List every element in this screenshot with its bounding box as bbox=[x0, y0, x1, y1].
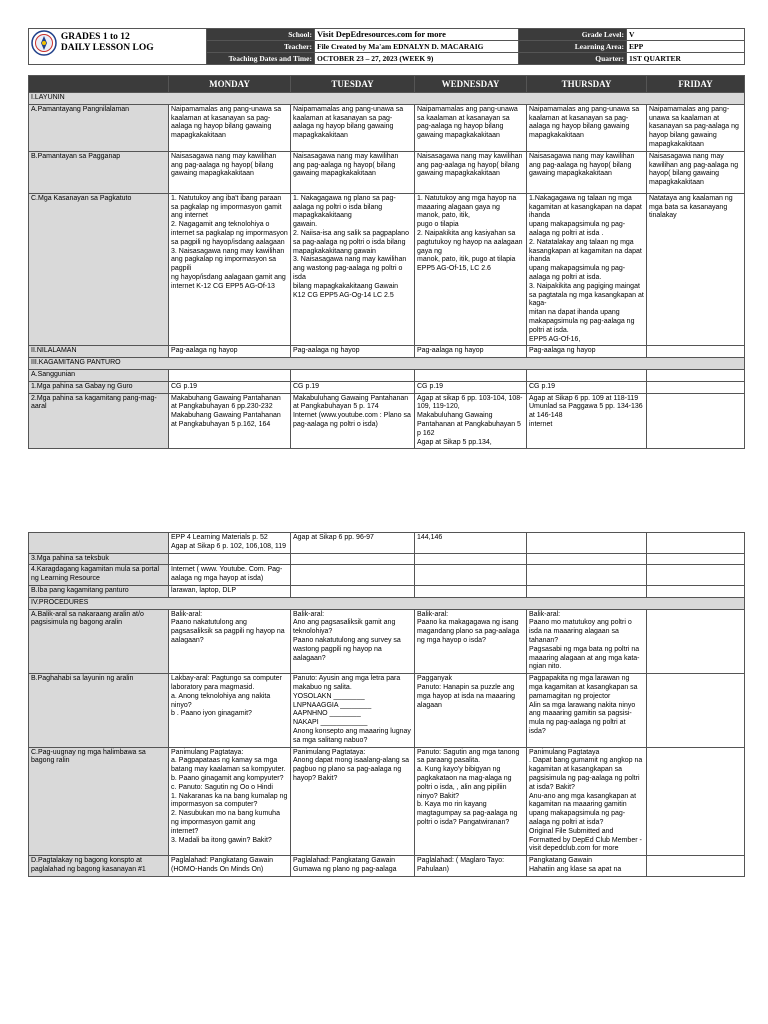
table-row: 4.Karagdagang kagamitan mula sa portal ng Learning Resource Internet ( www. Youtube. Com. Pag-aalaga ng mga hayop at isda) bbox=[29, 565, 745, 586]
area-label: Learning Area: bbox=[519, 41, 627, 53]
table-row: A.Balik-aral sa nakaraang aralin at/o pagsisimula ng bagong aralin Balik-aral: Paano nakatutulong ang pagsasaliksik sa pagpili ng hayop na aalagaan? Balik-aral: Ano ang pagsasaliksik gamit ang teknolohiya? Paano nakatutulong ang survey sa wastong pagpili ng hayop na aalagaan? Balik-aral: Paano ka makagagawa ng isang magandang plano sa pag-aalaga ng mga hayop o isda? Balik-aral: Paano mo matutukoy ang poltri o isda na maaaring alagaan sa tahanan? Pagsasabi ng mga bata ng poltri na maaaring alagaan at ang mga kata- ngian nito. bbox=[29, 609, 745, 674]
deped-seal-icon bbox=[31, 30, 57, 56]
day-wednesday: WEDNESDAY bbox=[415, 76, 527, 93]
title-line-1: GRADES 1 to 12 bbox=[60, 32, 130, 42]
section-nilalaman: II.NILALAMAN Pag-aalaga ng hayop Pag-aalaga ng hayop Pag-aalaga ng hayop Pag-aalaga ng hayop bbox=[29, 346, 745, 358]
header-table bbox=[28, 28, 745, 65]
page-two bbox=[28, 532, 744, 877]
quarter-label: Quarter: bbox=[519, 53, 627, 65]
table-row: A.Pamantayang Pangnilalaman Naipamamalas ang pang-unawa sa kaalaman at kasanayan sa pag-aalaga ng hayop bilang gawaing mapagkakakitaan Naipamamalas ang pang-unawa sa kaalaman at kasanayan sa pag-aalaga ng hayop bilang gawaing mapagkakakitaan Naipamamalas ang pang-unawa sa kaalaman at kasanayan sa pag-aalaga ng hayop bilang gawaing mapagkakakitaan Naipamamalas ang pang-unawa sa kaalaman at kasanayan sa pag-aalaga ng hayop bilang gawaing mapagkakakitaan Naipamamalas ang pang-unawa sa kaalaman at kasanayan sa pag-aalaga ng hayop bilang gawaing mapagkakakitaan bbox=[29, 104, 745, 151]
dates-label: Teaching Dates and Time: bbox=[207, 53, 315, 65]
table-row: 2.Mga pahina sa kagamitang pang-mag-aaral Makabuhang Gawaing Pantahanan at Pangkabuhayan 6 pp.230-232 Makabuhang Gawaing Pantahanan at Pangkabuhayan 5 p.162, 164 Makabuluhang Gawaing Pantahanan at Pangkabuhayan 5 p. 174 Internet (www.youtube.com : Plano sa pag-aalaga ng poltri o isda) Agap at sikap 6 pp. 103-104, 108-109, 119-120, Makabuluhang Gawaing Pantahanan at Pangkabuhayan 5 p 162 Agap at Sikap 5 pp.134, Agap at Sikap 6 pp. 109 at 118-119 Umunlad sa Paggawa 5 pp. 134-136 at 146-148 internet bbox=[29, 393, 745, 449]
title-line-2: DAILY LESSON LOG bbox=[60, 43, 154, 53]
grade-value: V bbox=[627, 29, 745, 41]
page-one bbox=[28, 28, 744, 449]
day-friday: FRIDAY bbox=[647, 76, 745, 93]
teacher-value: File Created by Ma'am EDNALYN D. MACARAIG bbox=[315, 41, 519, 53]
day-monday: MONDAY bbox=[169, 76, 291, 93]
teacher-label: Teacher: bbox=[207, 41, 315, 53]
table-row: 3.Mga pahina sa teksbuk bbox=[29, 553, 745, 565]
header-title-cell bbox=[29, 29, 207, 65]
day-tuesday: TUESDAY bbox=[291, 76, 415, 93]
lesson-table-page-2 bbox=[28, 532, 745, 877]
table-row: D.Pagtalakay ng bagong konspto at paglalahad ng bagong kasanayan #1 Paglalahad: Pangkatang Gawain (HOMO-Hands On Minds On) Paglalahad: Pangkatang Gawain Gumawa ng plano ng pag-aalaga Paglalahad: ( Maglaro Tayo: Pahulaan) Pangkatang Gawain Hahatiin ang klase sa apat na bbox=[29, 856, 745, 877]
dates-value: OCTOBER 23 – 27, 2023 (WEEK 9) bbox=[315, 53, 519, 65]
table-row: EPP 4 Learning Materials p. 52 Agap at Sikap 6 p. 102, 106,108, 119 Agap at Sikap 6 pp. 96-97 144,146 bbox=[29, 533, 745, 554]
table-row: B.Pamantayan sa Pagganap Naisasagawa nang may kawilihan ang pag-aalaga ng hayop( bilang gawaing mapagkakakitaan Naisasagawa nang may kawilihan ang pag-aalaga ng hayop( bilang gawaing mapagkakakitaan Naisasagawa nang may kawilihan ang pag-aalaga ng hayop( bilang gawaing mapagkakakitaan Naisasagawa nang may kawilihan ang pag-aalaga ng hayop( bilang gawaing mapagkakakitaan Naisasagawa nang may kawilihan ang pag-aalaga ng hayop( bilang gawaing mapagkakakitaan bbox=[29, 151, 745, 193]
section-layunin: I.LAYUNIN bbox=[29, 93, 745, 105]
section-kagamitang: III.KAGAMITANG PANTURO bbox=[29, 358, 745, 370]
section-procedures: IV.PROCEDURES bbox=[29, 597, 745, 609]
table-row: A.Sanggunian bbox=[29, 369, 745, 381]
school-label: School: bbox=[207, 29, 315, 41]
grade-label: Grade Level: bbox=[519, 29, 627, 41]
table-row: B.Paghahabi sa layunin ng aralin Lakbay-aral: Pagtungo sa computer laboratory para magmasid. a. Anong teknolohiya ang nakita ninyo? b . Paano iyon ginagamit? Panuto: Ayusin ang mga letra para makabuo ng salita. YOSOLAKN ________ LNPNAAGGIA ________ AAPNHNO ________ NAKAPI ____________ Anong konsepto ang maaaring lugnay sa mga salitang nabuo? Pagganyak Panuto: Hanapin sa puzzle ang mga hayop at isda na maaaring alagaan Pagpapakita ng mga larawan ng mga kagamitan at kasangkapan sa pamamagitan ng projector Alin sa mga larawang nakita ninyo ang maaaring gamitin sa pagsisi- mula ng pag-aalaga ng poltri at isda? bbox=[29, 674, 745, 747]
table-row: C.Pag-uugnay ng mga halimbawa sa bagong ralin Panimulang Pagtataya: a. Pagpapataas ng kamay sa mga batang may kaalaman sa kompyuter. b. Paano ginagamit ang kompyuter? c. Panuto: Sagutin ng Oo o Hindi 1. Nakaranas ka na bang kumalap ng impormasyon sa computer? 2. Nasubukan mo na bang kumuha ng impormasyon gamit ang internet? 3. Madali ba itong gawin? Bakit? Panimulang Pagtataya: Anong dapat mong isaalang-alang sa pagbuo ng plano sa pag-aalaga ng hayop? Bakit? Panuto: Sagutin ang mga tanong sa paraang pasalita. a. Kung kayo'y bibigyan ng pagkakataon na mag-alaga ng poltri o isda, , alin ang pipiliin ninyo? Bakit? b. Kaya mo rin kayang magtagumpay sa pag-aalaga ng poltri o isda? Pangatwiranan? Panimulang Pagtataya . Dapat bang gumamit ng angkop na kagamitan at kasangkapan sa pagsisimula ng pag-aalaga ng poltri at isda? Bakit? Anu-ano ang mga kasangkapan at kagamitan na maaaring gamitin upang makapagsimula ng pag-aalaga ng poltri at isda? Original File Submitted and Formatted by DepEd Club Member - visit depedclub.com for more bbox=[29, 747, 745, 856]
lesson-table-page-1 bbox=[28, 75, 745, 449]
school-value: Visit DepEdresources.com for more bbox=[315, 29, 519, 41]
quarter-value: 1ST QUARTER bbox=[627, 53, 745, 65]
day-header-row bbox=[29, 76, 745, 93]
table-row: B.Iba pang kagamitang panturo larawan, laptop, DLP bbox=[29, 585, 745, 597]
day-thursday: THURSDAY bbox=[527, 76, 647, 93]
table-row: 1.Mga pahina sa Gabay ng Guro CG p.19 CG p.19 CG p.19 CG p.19 bbox=[29, 381, 745, 393]
table-row: C.Mga Kasanayan sa Pagkatuto 1. Natutukoy ang iba't ibang paraan sa pagkalap ng impormasyon gamit ang internet 2. Nagagamit ang teknolohiya o internet sa pagkalap ng impormasyon sa pagpili ng hayop/isdang aalagaan 3. Naisasagawa nang may kawilihan ang pagkalap ng impormasyon sa pagpili ng hayop/isdang aalagaan gamit ang internet K-12 CG EPP5 AG-Of-13 1. Nakagagawa ng plano sa pag-aalaga ng poltri o isda bilang mapagkakakitaang gawain. 2. Naiisa-isa ang salik sa pagpaplano sa pag-aalaga ng poltri o isda bilang mapagkakakitaang gawain 3. Naisasagawa nang may kawilihan ang wastong pag-aalaga ng poltri o isda bilang mapagkakakitaang Gawain K12 CG EPP5 AG-Og-14 LC 2.5 1. Natutukoy ang mga hayop na maaaring alagaan gaya ng manok, pato, itik, pugo o tilapia 2. Naipakikita ang kasiyahan sa pagtutukoy ng hayop na aalagaan gaya ng manok, pato, itik, pugo at tilapia EPP5 AG-Of-15, LC 2.6 1.Nakagagawa ng talaan ng mga kagamitan at kasangkapan na dapat ihanda upang makapagsimula ng pag-aalaga ng poltri at isda . 2. Natatalakay ang talaan ng mga kasangkapan at kagamitan na dapat ihanda upang makapagsimula ng pag-aalaga ng poltri at isda. 3. Naipakikita ang pagiging maingat sa pagtatala ng mga kasangkapan at kaga- mitan na dapat ihanda upang makapagsimula ng pag-aalaga ng poltri at isda. EPP5 AG-Of-16, Natataya ang kaalaman ng mga bata sa kasanayang tinalakay bbox=[29, 193, 745, 346]
area-value: EPP bbox=[627, 41, 745, 53]
